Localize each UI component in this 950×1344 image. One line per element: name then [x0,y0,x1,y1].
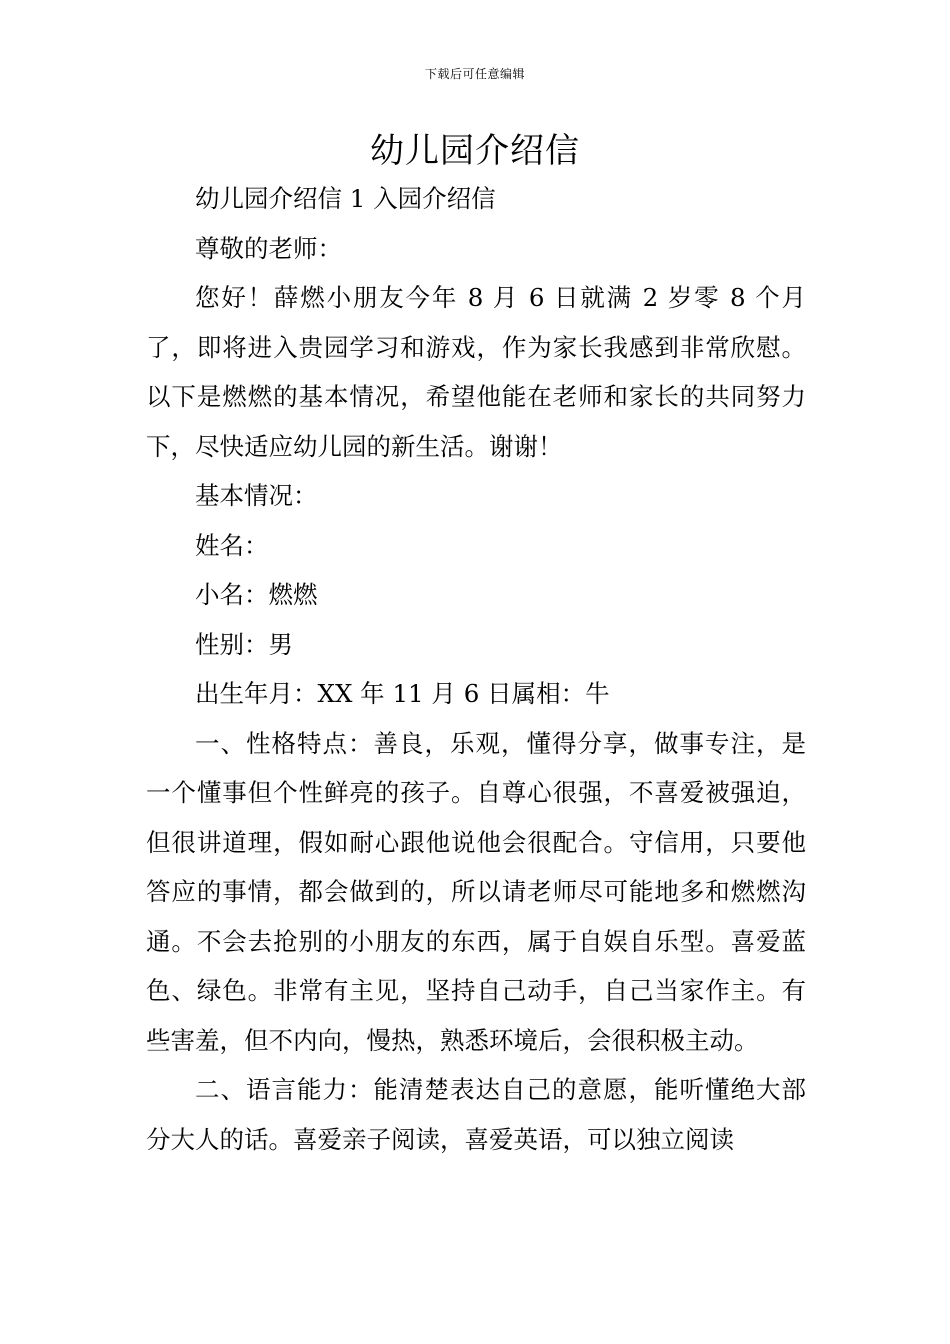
page-title: 幼儿园介绍信 [370,131,580,171]
salutation-paragraph: 尊敬的老师： [195,233,342,263]
language-ability-paragraph: 二、语言能力：能清楚表达自己的意愿，能听懂绝大部分大人的话。喜爱亲子阅读，喜爱英语，可以独立阅读 [146,1075,806,1154]
gender-field: 性别：男 [195,629,293,659]
greeting-paragraph: 您好！薛燃小朋友今年 8 月 6 日就满 2 岁零 8 个月了，即将进入贵园学习和游戏，作为家长我感到非常欣慰。以下是燃燃的基本情况，希望他能在老师和家长的共同努力下，尽快适应幼儿园的新生活。谢谢！ [146,283,806,461]
personality-paragraph: 一、性格特点：善良，乐观，懂得分享，做事专注，是一个懂事但个性鲜亮的孩子。自尊心很强，不喜爱被强迫，但很讲道理，假如耐心跟他说他会很配合。守信用，只要他答应的事情，都会做到的，所以请老师尽可能地多和燃燃沟通。不会去抢别的小朋友的东西，属于自娱自乐型。喜爱蓝色、绿色。非常有主见，坚持自己动手，自己当家作主。有些害羞，但不内向，慢热，熟悉环境后，会很积极主动。 [146,728,806,1055]
header-note: 下载后可任意编辑 [424,67,525,81]
document-body [146,174,806,1164]
basic-info-heading: 基本情况： [195,481,318,510]
name-field: 姓名： [195,530,269,560]
birth-date-field: 出生年月：XX 年 11 月 6 日属相：牛 [195,679,610,708]
subtitle-paragraph: 幼儿园介绍信 1 入园介绍信 [195,184,496,213]
nickname-field: 小名：燃燃 [195,580,318,609]
